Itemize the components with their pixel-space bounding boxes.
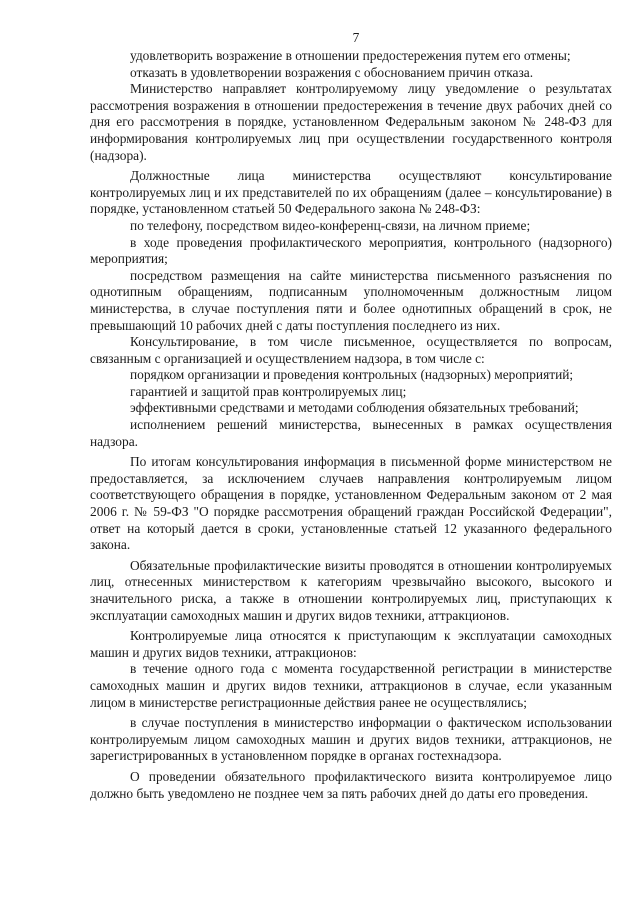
paragraph: отказать в удовлетворении возражения с обоснованием причин отказа. (130, 64, 534, 80)
paragraph: исполнением решений министерства, вынесенных в рамках осуществления надзора. (90, 417, 612, 449)
paragraph: в течение одного года с момента государственной регистрации в министерстве самоходных машин и других видов техники, аттракционов в случае, если указанным лицом в министерстве регистрационные действия ранее не осуществлялись; (90, 661, 612, 710)
paragraph: О проведении обязательного профилактического визита контролируемое лицо должно быть уведомлено не позднее чем за пять рабочих дней до даты его проведения. (90, 768, 612, 801)
paragraph: По итогам консультирования информация в письменной форме министерством не предоставляется, за исключением случаев направления контролируемым лицом соответствующего обращения в порядке, установленном Федеральным законом от 2 мая 2006 г. № 59-ФЗ "О порядке рассмотрения обращений граждан Российской Федерации", ответ на который дается в сроки, установленные статьей 12 указанного федерального закона. (90, 454, 612, 553)
paragraph: Должностные лица министерства осуществляют консультирование контролируемых лиц и их представителей по их обращениям (далее – консультирование) в порядке, установленном статьей 50 Федерального закона № 248-ФЗ: (90, 168, 612, 217)
paragraph: Консультирование, в том числе письменное, осуществляется по вопросам, связанным с организацией и осуществлением надзора, в том числе с: (90, 334, 612, 366)
paragraph: гарантией и защитой прав контролируемых лиц; (130, 383, 407, 399)
paragraph: эффективными средствами и методами соблюдения обязательных требований; (130, 400, 579, 416)
paragraph: Министерство направляет контролируемому лицу уведомление о результатах рассмотрения возражения в отношении предостережения в течение двух рабочих дней со дня его рассмотрения в порядке, установленном Федеральным законом № 248-ФЗ для информирования контролируемых лиц при осуществлении государственного контроля (надзора). (90, 81, 612, 163)
paragraph: порядком организации и проведения контрольных (надзорных) мероприятий; (130, 367, 574, 383)
paragraph: по телефону, посредством видео-конференц-связи, на личном приеме; (130, 217, 531, 233)
document-body (90, 48, 612, 802)
paragraph: Обязательные профилактические визиты проводятся в отношении контролируемых лиц, отнесенных министерством к категориям чрезвычайно высокого, высокого и значительного риска, а также в отношении контролируемых лиц, приступающих к эксплуатации самоходных машин и других видов техники, аттракционов. (90, 557, 612, 623)
page-number: 7 (352, 30, 360, 45)
paragraph: в случае поступления в министерство информации о фактическом использовании контролируемым лицом самоходных машин и других видов техники, аттракционов, не зарегистрированных в установленном порядке в органах гостехнадзора. (90, 715, 612, 764)
paragraph: посредством размещения на сайте министерства письменного разъяснения по однотипным обращениям, подписанным уполномоченным должностным лицом министерства, в случае поступления пяти и более однотипных обращений в срок, не превышающий 10 рабочих дней с даты поступления последнего из них. (90, 267, 612, 333)
paragraph: в ходе проведения профилактического мероприятия, контрольного (надзорного) мероприятия; (90, 234, 612, 267)
paragraph: удовлетворить возражение в отношении предостережения путем его отмены; (130, 48, 571, 63)
document-page (90, 28, 612, 802)
paragraph: Контролируемые лица относятся к приступающим к эксплуатации самоходных машин и других видов техники, аттракционов: (90, 628, 612, 660)
